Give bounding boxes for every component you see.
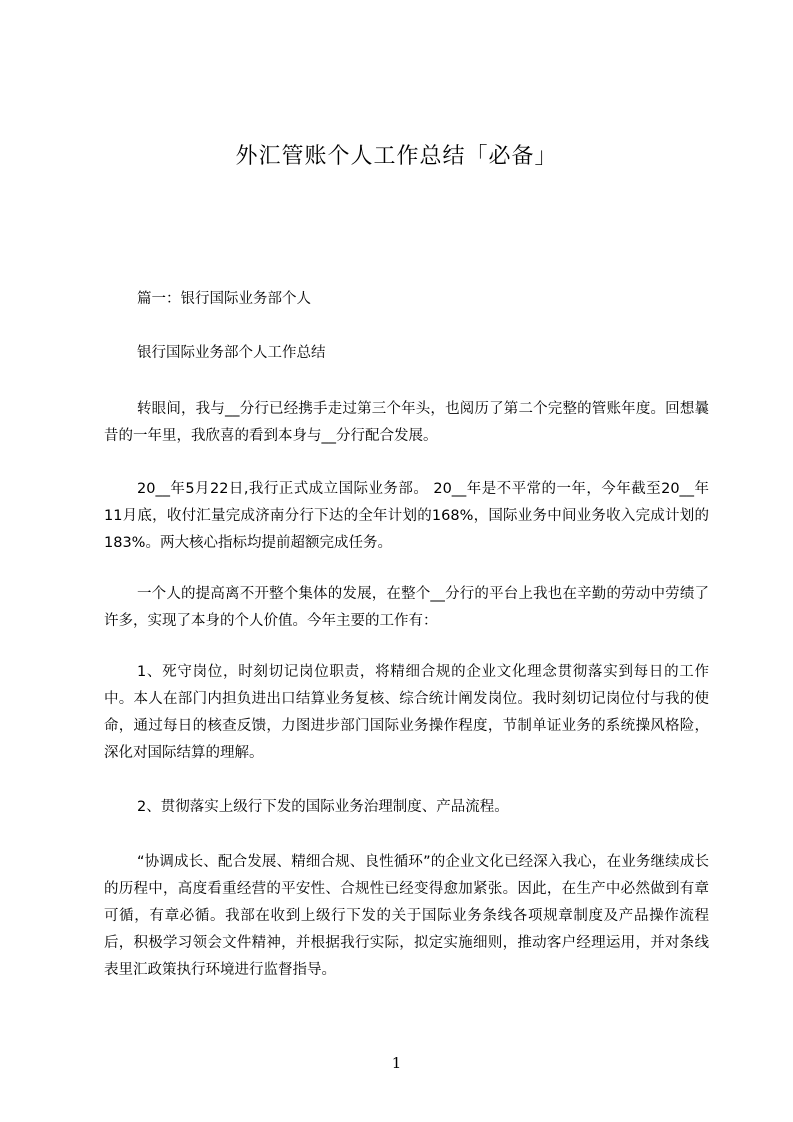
- paragraph-6: “协调成长、配合发展、精细合规、良性循环”的企业文化已经深入我心，在业务继续成长的历程中，高度看重经营的平安性、合规性已经变得愈加紧张。因此，在生产中必然做到有章可循，有章必循。我部在收到上级行下发的关于国际业务条线各项规章制度及产品操作流程后，积极学习领会文件精神，并根据我行实际，拟定实施细则，推动客户经理运用，并对条线表里汇政策执行环境进行监督指导。: [104, 854, 709, 978]
- paragraph-1: 转眼间，我与__分行已经携手走过第三个年头，也阅历了第二个完整的管账年度。回想曩昔的一年里，我欣喜的看到本身与__分行配合发展。: [104, 401, 709, 444]
- paragraph-4: 1、死守岗位，时刻切记岗位职责，将精细合规的企业文化理念贯彻落实到每日的工作中。本人在部门内担负进出口结算业务复核、综合统计阐发岗位。我时刻切记岗位付与我的使命，通过每日的核查反馈，力图进步部门国际业务操作程度，节制单证业务的系统操风格险，深化对国际结算的理解。: [104, 664, 709, 761]
- page-number: 1: [391, 1054, 402, 1072]
- paragraph-2: 20__年5月22日,我行正式成立国际业务部。 20__年是不平常的一年，今年截至20__年11月底，收付汇量完成济南分行下达的全年计划的168%，国际业务中间业务收入完成计划的183%。两大核心指标均提前超额完成任务。: [104, 481, 709, 551]
- paragraph-3: 一个人的提高离不开整个集体的发展，在整个__分行的平台上我也在辛勤的劳动中劳绩了许多，实现了本身的个人价值。今年主要的工作有：: [104, 586, 709, 629]
- paragraph-5: 2、贯彻落实上级行下发的国际业务治理制度、产品流程。: [137, 799, 509, 815]
- subtitle: 银行国际业务部个人工作总结: [137, 345, 326, 361]
- page-title: 外汇管账个人工作总结「必备」: [235, 144, 558, 169]
- section-heading: 篇一：银行国际业务部个人: [137, 291, 311, 307]
